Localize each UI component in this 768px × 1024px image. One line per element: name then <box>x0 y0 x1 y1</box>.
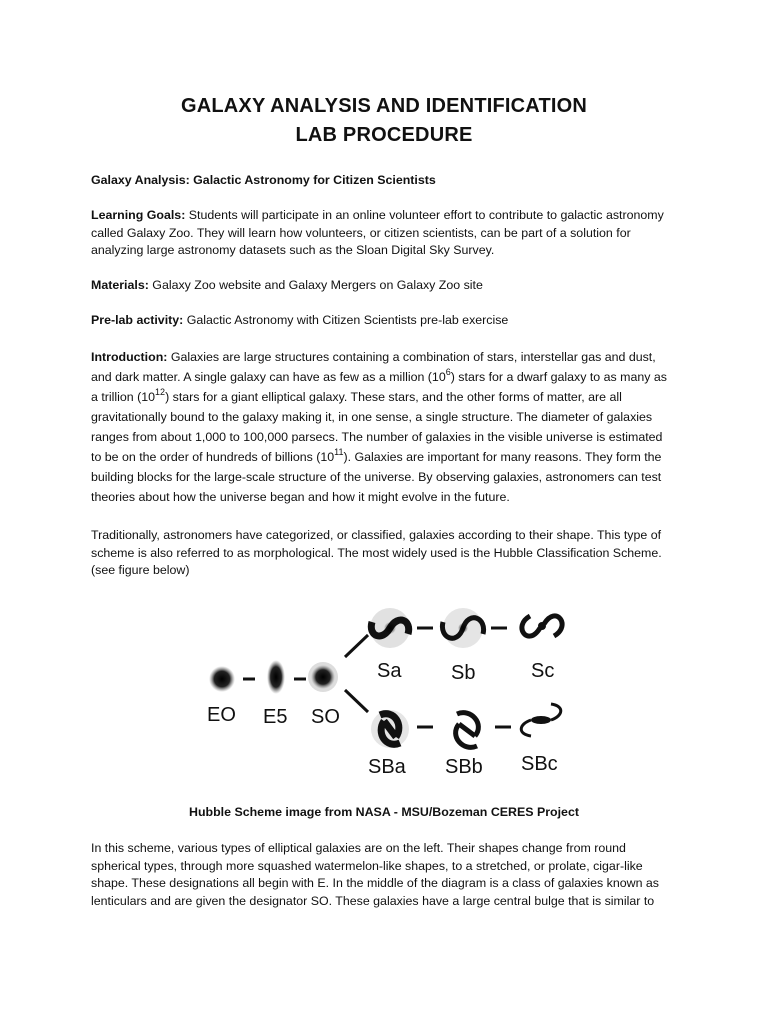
label-sbb: SBb <box>445 756 483 778</box>
learning-goals-label: Learning Goals: <box>91 208 186 222</box>
introduction-label: Introduction: <box>91 350 168 364</box>
document-title-line-2: LAB PROCEDURE <box>295 124 473 146</box>
subtitle-text: Galaxy Analysis: Galactic Astronomy for Citizen Scientists <box>91 173 436 187</box>
label-s0: SO <box>311 706 340 728</box>
sbc-galaxy-icon <box>521 704 561 736</box>
e0-galaxy-icon <box>209 666 235 692</box>
exponent-12: 12 <box>155 386 166 397</box>
materials-text: Galaxy Zoo website and Galaxy Mergers on Galaxy Zoo site <box>148 278 483 292</box>
materials-paragraph <box>91 277 676 295</box>
introduction-part-3: ) stars for a giant elliptical galaxy. These stars, and the other forms of matter, are all gravitationally bound to the galaxy making it, in one sense, a single structure. The diameter of galaxies ranges from about 1,000 to 100,000 parsecs. The number of galaxies in the visible universe is estimated to be on the order of hundreds of billions (10 <box>91 390 663 464</box>
introduction-part-1: Galaxies are large structures containing a combination of stars, interstellar gas and dust, and dark matter. A single galaxy can have as few as a million (10 <box>91 350 656 384</box>
document-title-line-1: GALAXY ANALYSIS AND IDENTIFICATION <box>180 95 588 117</box>
introduction-part-4: ). Galaxies are important for many reasons. They form the building blocks for the large-scale structure of the universe. By observing galaxies, astronomers can test theories about how the universe began and how it might evolve in the future. <box>91 450 662 504</box>
e5-galaxy-icon <box>267 660 285 694</box>
learning-goals-paragraph <box>91 207 676 260</box>
figure-caption: Hubble Scheme image from NASA - MSU/Bozeman CERES Project <box>189 805 579 819</box>
label-e5: E5 <box>263 706 288 728</box>
learning-goals-text: Students will participate in an online volunteer effort to contribute to galactic astronomy called Galaxy Zoo. They will learn how volunteers, or citizen scientists, can be part of a solution for analyzing large astronomy datasets such as the Sloan Digital Sky Survey. <box>91 208 664 258</box>
scheme-paragraph: In this scheme, various types of elliptical galaxies are on the left. Their shapes change from round spherical types, through more squashed watermelon-like shapes, to a stretched, or prolate, cigar-like shape. These designations all begin with E. In the middle of the diagram is a class of galaxies known as lenticulars and are given the designator SO. These galaxies have a large central bulge that is similar to <box>91 841 660 908</box>
prelab-label: Pre-lab activity: <box>91 313 184 327</box>
exponent-6: 6 <box>445 366 451 377</box>
sc-galaxy-icon <box>522 616 562 636</box>
label-e0: EO <box>207 704 236 726</box>
subtitle <box>91 172 676 190</box>
label-sa: Sa <box>377 660 402 682</box>
label-sc: Sc <box>531 660 555 682</box>
label-sb: Sb <box>451 662 476 684</box>
exponent-11: 11 <box>334 446 344 457</box>
connector-s0-sa <box>345 635 368 657</box>
introduction-part-2: ) stars for a dwarf galaxy to as many as a trillion (10 <box>91 370 667 404</box>
prelab-paragraph <box>91 312 676 330</box>
traditionally-paragraph: Traditionally, astronomers have categorized, or classified, galaxies according to their shape. This type of scheme is also referred to as morphological. The most widely used is the Hubble Classification Scheme. (see figure below) <box>91 528 662 578</box>
connector-s0-sba <box>345 690 368 712</box>
introduction-paragraph <box>91 347 676 507</box>
label-sbc: SBc <box>521 753 558 775</box>
s0-galaxy-icon <box>308 662 338 692</box>
label-sba: SBa <box>368 756 406 778</box>
sba-galaxy-icon <box>371 710 409 748</box>
sb-galaxy-icon <box>442 608 483 648</box>
prelab-text: Galactic Astronomy with Citizen Scientists pre-lab exercise <box>183 313 509 327</box>
hubble-scheme-figure <box>195 590 585 785</box>
sbb-galaxy-icon <box>456 713 479 748</box>
materials-label: Materials: <box>91 278 149 292</box>
sa-galaxy-icon <box>370 608 410 648</box>
